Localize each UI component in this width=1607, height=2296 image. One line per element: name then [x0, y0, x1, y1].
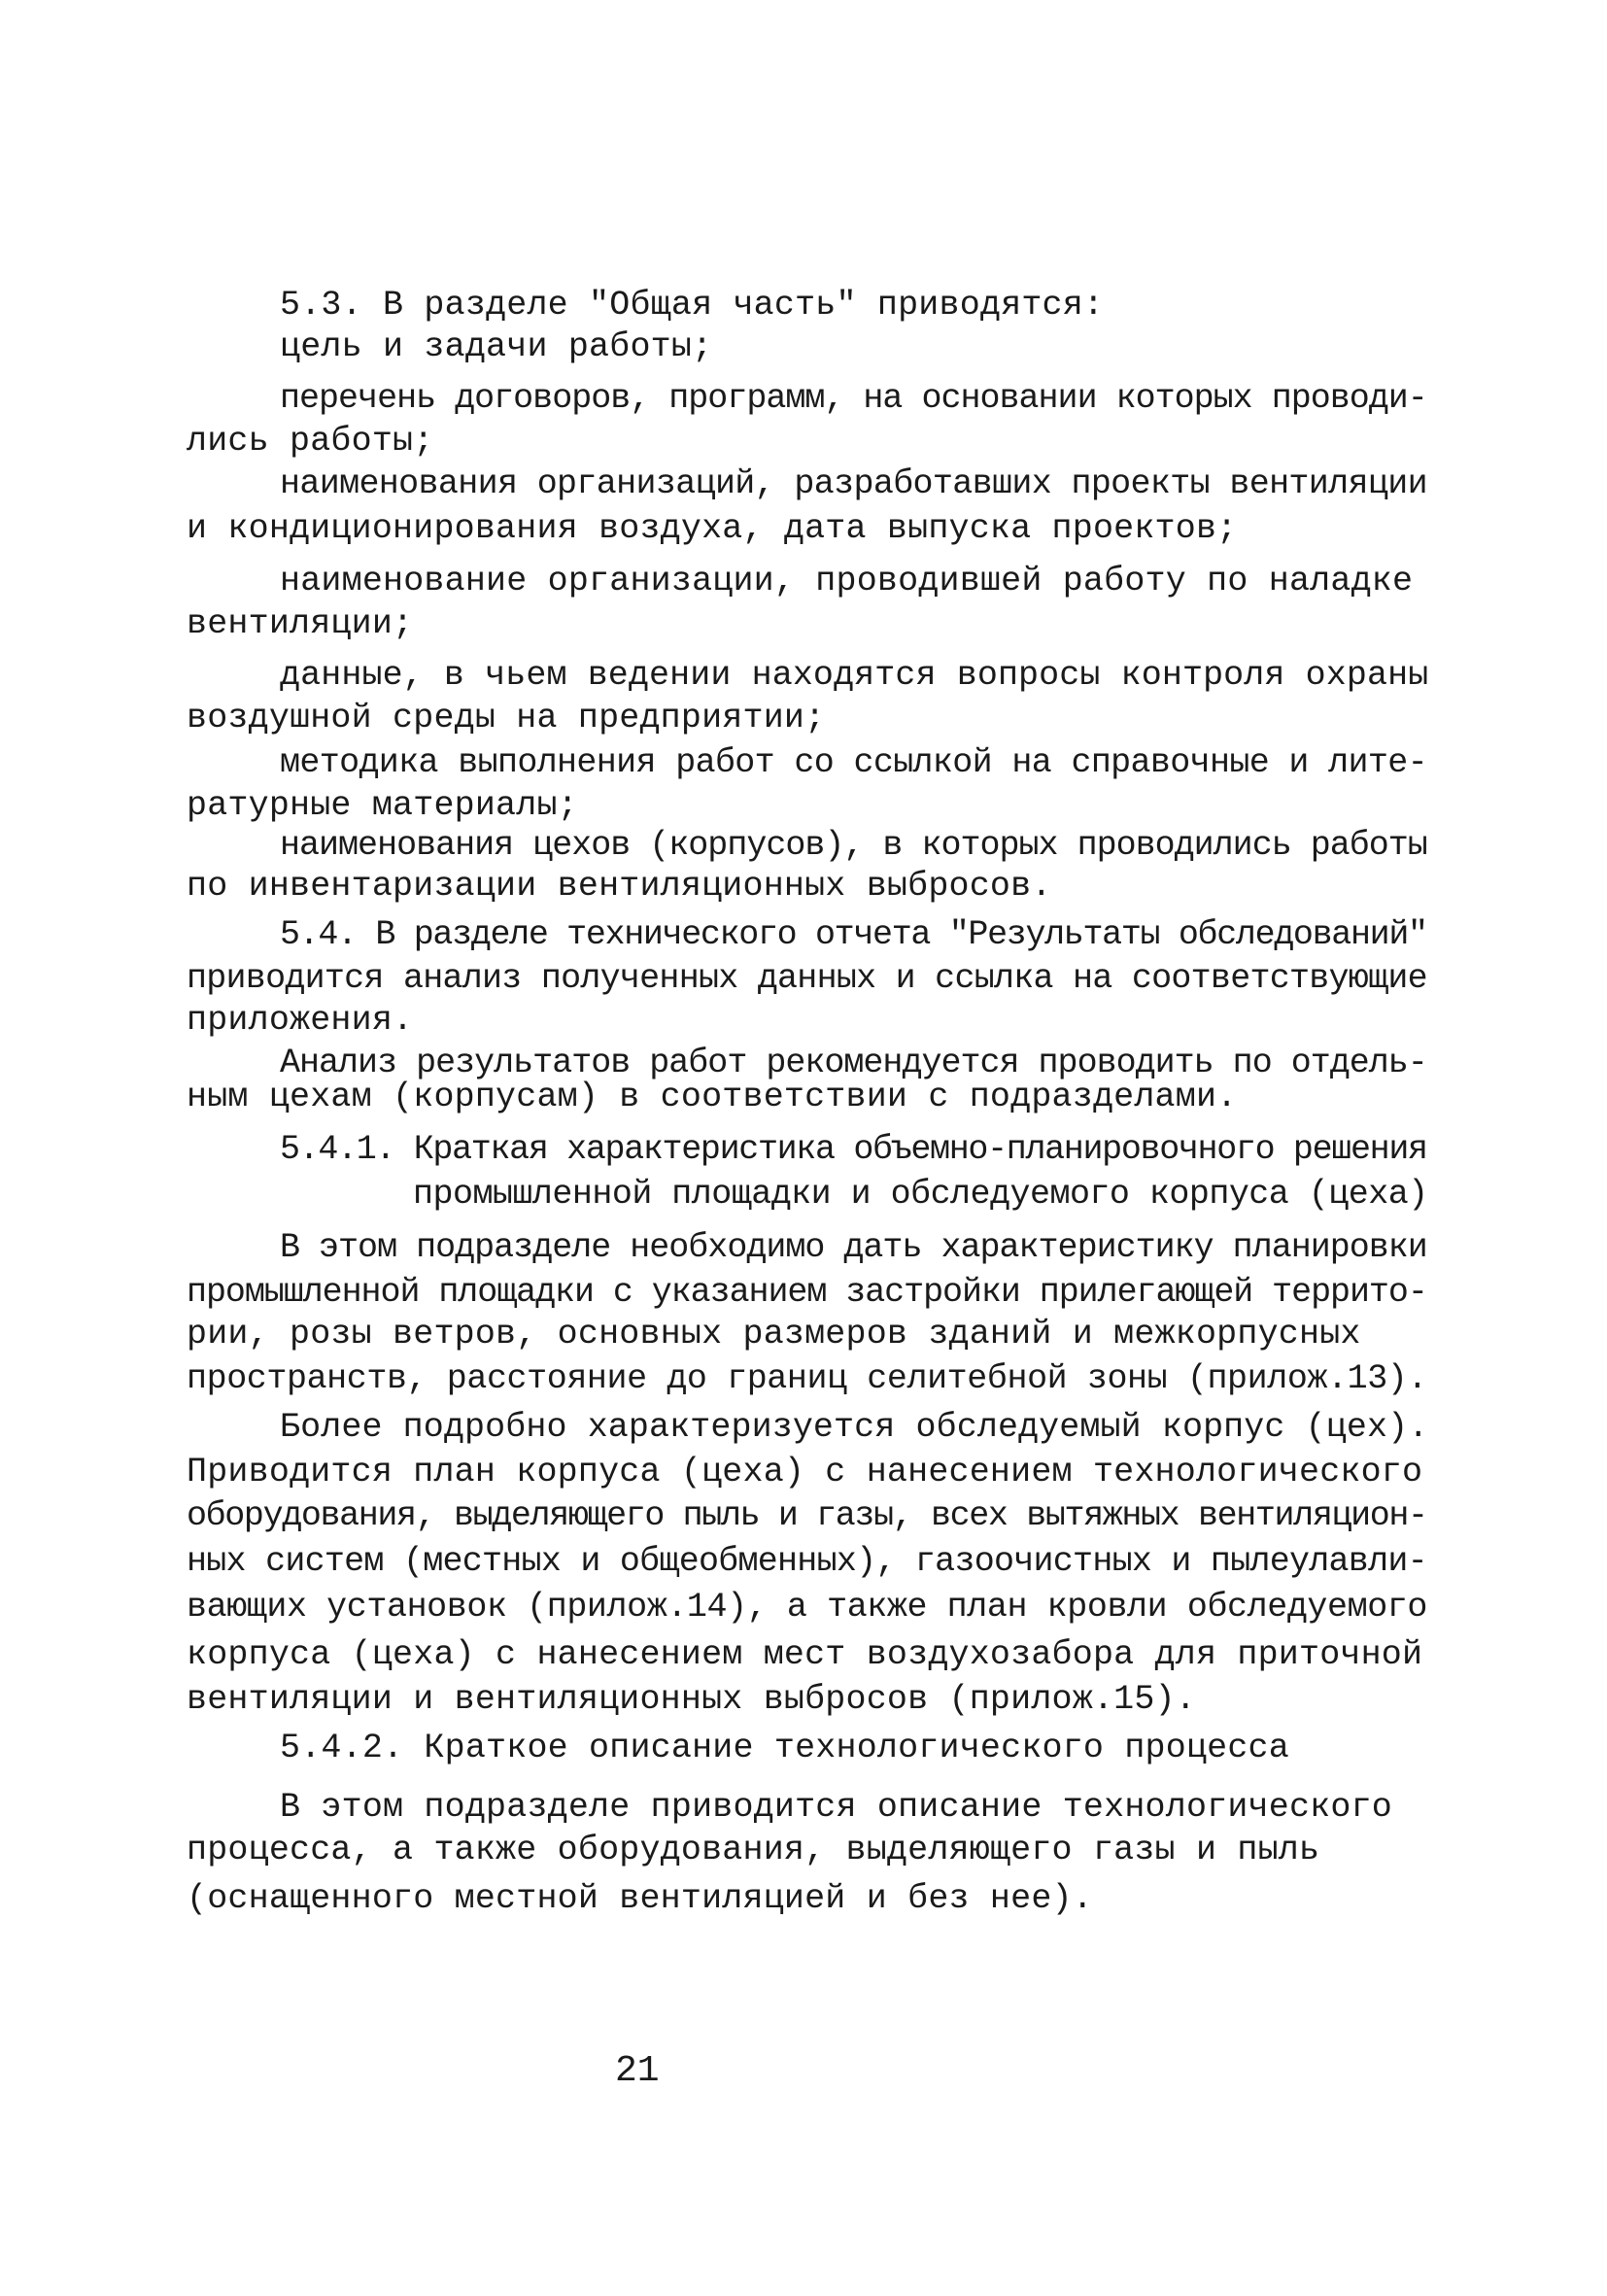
text-line: вентиляции и вентиляционных выбросов (прилож.15).	[187, 1680, 1196, 1719]
text-line: приводится анализ полученных данных и ссылка на соответствующие	[187, 959, 1427, 998]
text-line: Приводится план корпуса (цеха) с нанесением технологического	[187, 1453, 1423, 1491]
page-number: 21	[615, 2050, 660, 2092]
text-line: данные, в чьем ведении находятся вопросы контроля охраны	[280, 656, 1429, 695]
text-line: цель и задачи работы;	[280, 327, 713, 366]
text-line: промышленной площадки с указанием застройки прилегающей террито-	[187, 1273, 1427, 1312]
text-line: наименования цехов (корпусов), в которых проводились работы	[280, 826, 1427, 865]
text-line: вающих установок (прилож.14), а также план кровли обследуемого	[187, 1588, 1428, 1627]
text-line: перечень договоров, программ, на основании которых проводи-	[280, 379, 1427, 418]
section-heading: 5.4.1. Краткая характеристика объемно-планировочного решения	[280, 1130, 1427, 1169]
text-line: Более подробно характеризуется обследуемый корпус (цех).	[280, 1408, 1429, 1447]
text-line: 5.4. В разделе технического отчета "Результаты обследований"	[280, 915, 1427, 954]
text-line: приложения.	[187, 1001, 414, 1040]
text-line: воздушной среды на предприятии;	[187, 699, 826, 737]
text-line: рии, розы ветров, основных размеров зданий и межкорпусных	[187, 1315, 1361, 1354]
text-line: ратурные материалы;	[187, 786, 578, 825]
text-line: Анализ результатов работ рекомендуется проводить по отдель-	[280, 1044, 1427, 1082]
text-line: и кондиционирования воздуха, дата выпуска проектов;	[187, 509, 1238, 548]
text-line: ных систем (местных и общеобменных), газоочистных и пылеулавли-	[187, 1542, 1427, 1581]
text-line: наименование организации, проводившей работу по наладке	[280, 562, 1414, 600]
text-line: В этом подразделе приводится описание технологического	[280, 1788, 1392, 1827]
text-line: В этом подразделе необходимо дать характеристику планировки	[280, 1228, 1427, 1267]
text-line: вентиляции;	[187, 604, 414, 643]
text-line: пространств, расстояние до границ селитебной зоны (прилож.13).	[187, 1359, 1428, 1398]
text-line: (оснащенного местной вентиляцией и без нее).	[187, 1879, 1093, 1918]
section-heading: промышленной площадки и обследуемого корпуса (цеха)	[413, 1175, 1428, 1214]
text-line: наименования организаций, разработавших проекты вентиляции	[280, 464, 1427, 503]
text-line: 5.3. В разделе "Общая часть" приводятся:	[280, 286, 1105, 325]
text-line: методика выполнения работ со ссылкой на справочные и лите-	[280, 743, 1427, 782]
text-line: по инвентаризации вентиляционных выбросов.	[187, 867, 1052, 906]
text-line: ным цехам (корпусам) в соответствии с подразделами.	[187, 1078, 1238, 1116]
text-line: корпуса (цеха) с нанесением мест воздухозабора для приточной	[187, 1635, 1423, 1674]
text-line: лись работы;	[187, 422, 434, 461]
section-heading: 5.4.2. Краткое описание технологического процесса	[280, 1729, 1289, 1767]
text-line: оборудования, выделяющего пыль и газы, всех вытяжных вентиляцион-	[187, 1496, 1427, 1535]
text-line: процесса, а также оборудования, выделяющего газы и пыль	[187, 1831, 1320, 1869]
